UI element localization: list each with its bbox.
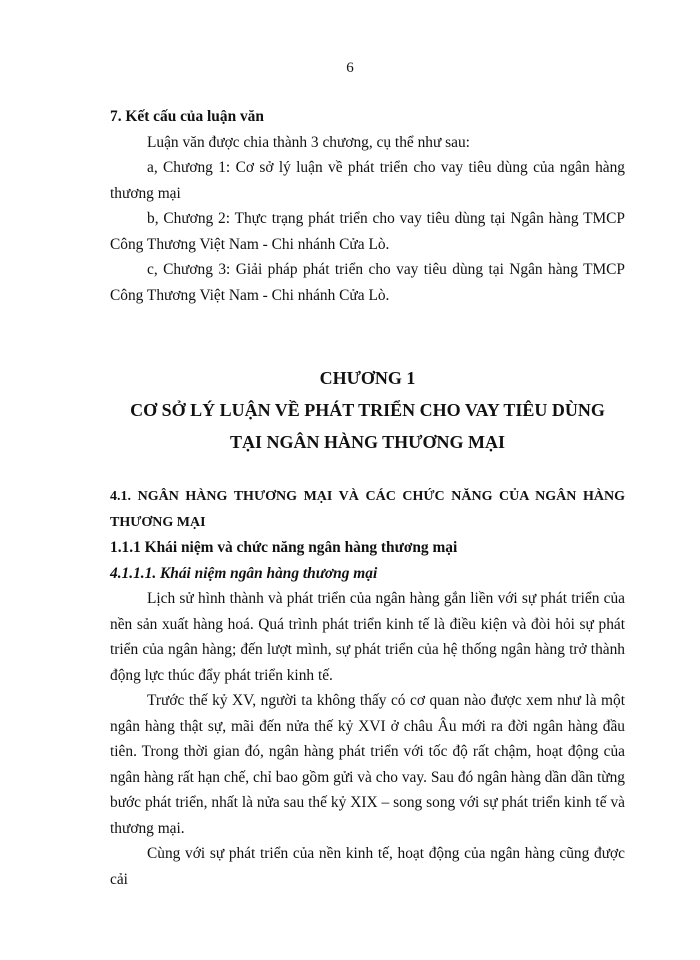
chapter-list-item: a, Chương 1: Cơ sở lý luận về phát triển cho vay tiêu dùng của ngân hàng thương mại: [110, 159, 625, 202]
chapter-list-item: b, Chương 2: Thực trạng phát triển cho vay tiêu dùng tại Ngân hàng TMCP Công Thương Việt Nam - Chi nhánh Cửa Lò.: [110, 210, 625, 253]
chapter-title: TẠI NGÂN HÀNG THƯƠNG MẠI: [229, 432, 505, 452]
body-paragraph: Cùng với sự phát triển của nền kinh tế, hoạt động của ngân hàng cũng được cải: [110, 845, 625, 888]
section-heading: 7. Kết cấu của luận văn: [110, 108, 264, 125]
chapter-title: CƠ SỞ LÝ LUẬN VỀ PHÁT TRIỂN CHO VAY TIÊU DÙNG: [130, 400, 605, 420]
chapter-label: CHƯƠNG 1: [319, 368, 416, 388]
section-intro: Luận văn được chia thành 3 chương, cụ thể như sau:: [147, 133, 470, 151]
body-paragraph: Lịch sử hình thành và phát triển của ngân hàng gắn liền với sự phát triển của nền sản xuất hàng hoá. Quá trình phát triển kinh tế là điều kiện và đòi hỏi sự phát triển của ngân hàng; đến lượt mình, sự phát triển của hệ thống ngân hàng trở thành động lực thúc đẩy phát triển kinh tế.: [110, 590, 625, 684]
subsubsection-heading: 4.1.1.1. Khái niệm ngân hàng thương mại: [110, 564, 378, 582]
page-number: 6: [346, 60, 354, 76]
body-paragraph: Trước thế kỷ XV, người ta không thấy có cơ quan nào được xem như là một ngân hàng thật sự, mãi đến nửa thế kỷ XVI ở châu Âu mới ra đời ngân hàng đầu tiên. Trong thời gian đó, ngân hàng phát triển với tốc độ rất chậm, hoạt động của ngân hàng rất hạn chế, chỉ bao gồm gửi và cho vay. Sau đó ngân hàng dần dần từng bước phát triển, nhất là nửa sau thế kỷ XIX – song song với sự phát triển kinh tế và thương mại.: [110, 692, 625, 837]
page-content: [110, 104, 625, 892]
chapter-list-item: c, Chương 3: Giải pháp phát triển cho vay tiêu dùng tại Ngân hàng TMCP Công Thương Việt Nam - Chi nhánh Cửa Lò.: [110, 261, 625, 304]
subsection-heading: 1.1.1 Khái niệm và chức năng ngân hàng thương mại: [110, 539, 458, 556]
section-heading: 4.1. NGÂN HÀNG THƯƠNG MẠI VÀ CÁC CHỨC NĂNG CỦA NGÂN HÀNG THƯƠNG MẠI: [110, 489, 625, 530]
